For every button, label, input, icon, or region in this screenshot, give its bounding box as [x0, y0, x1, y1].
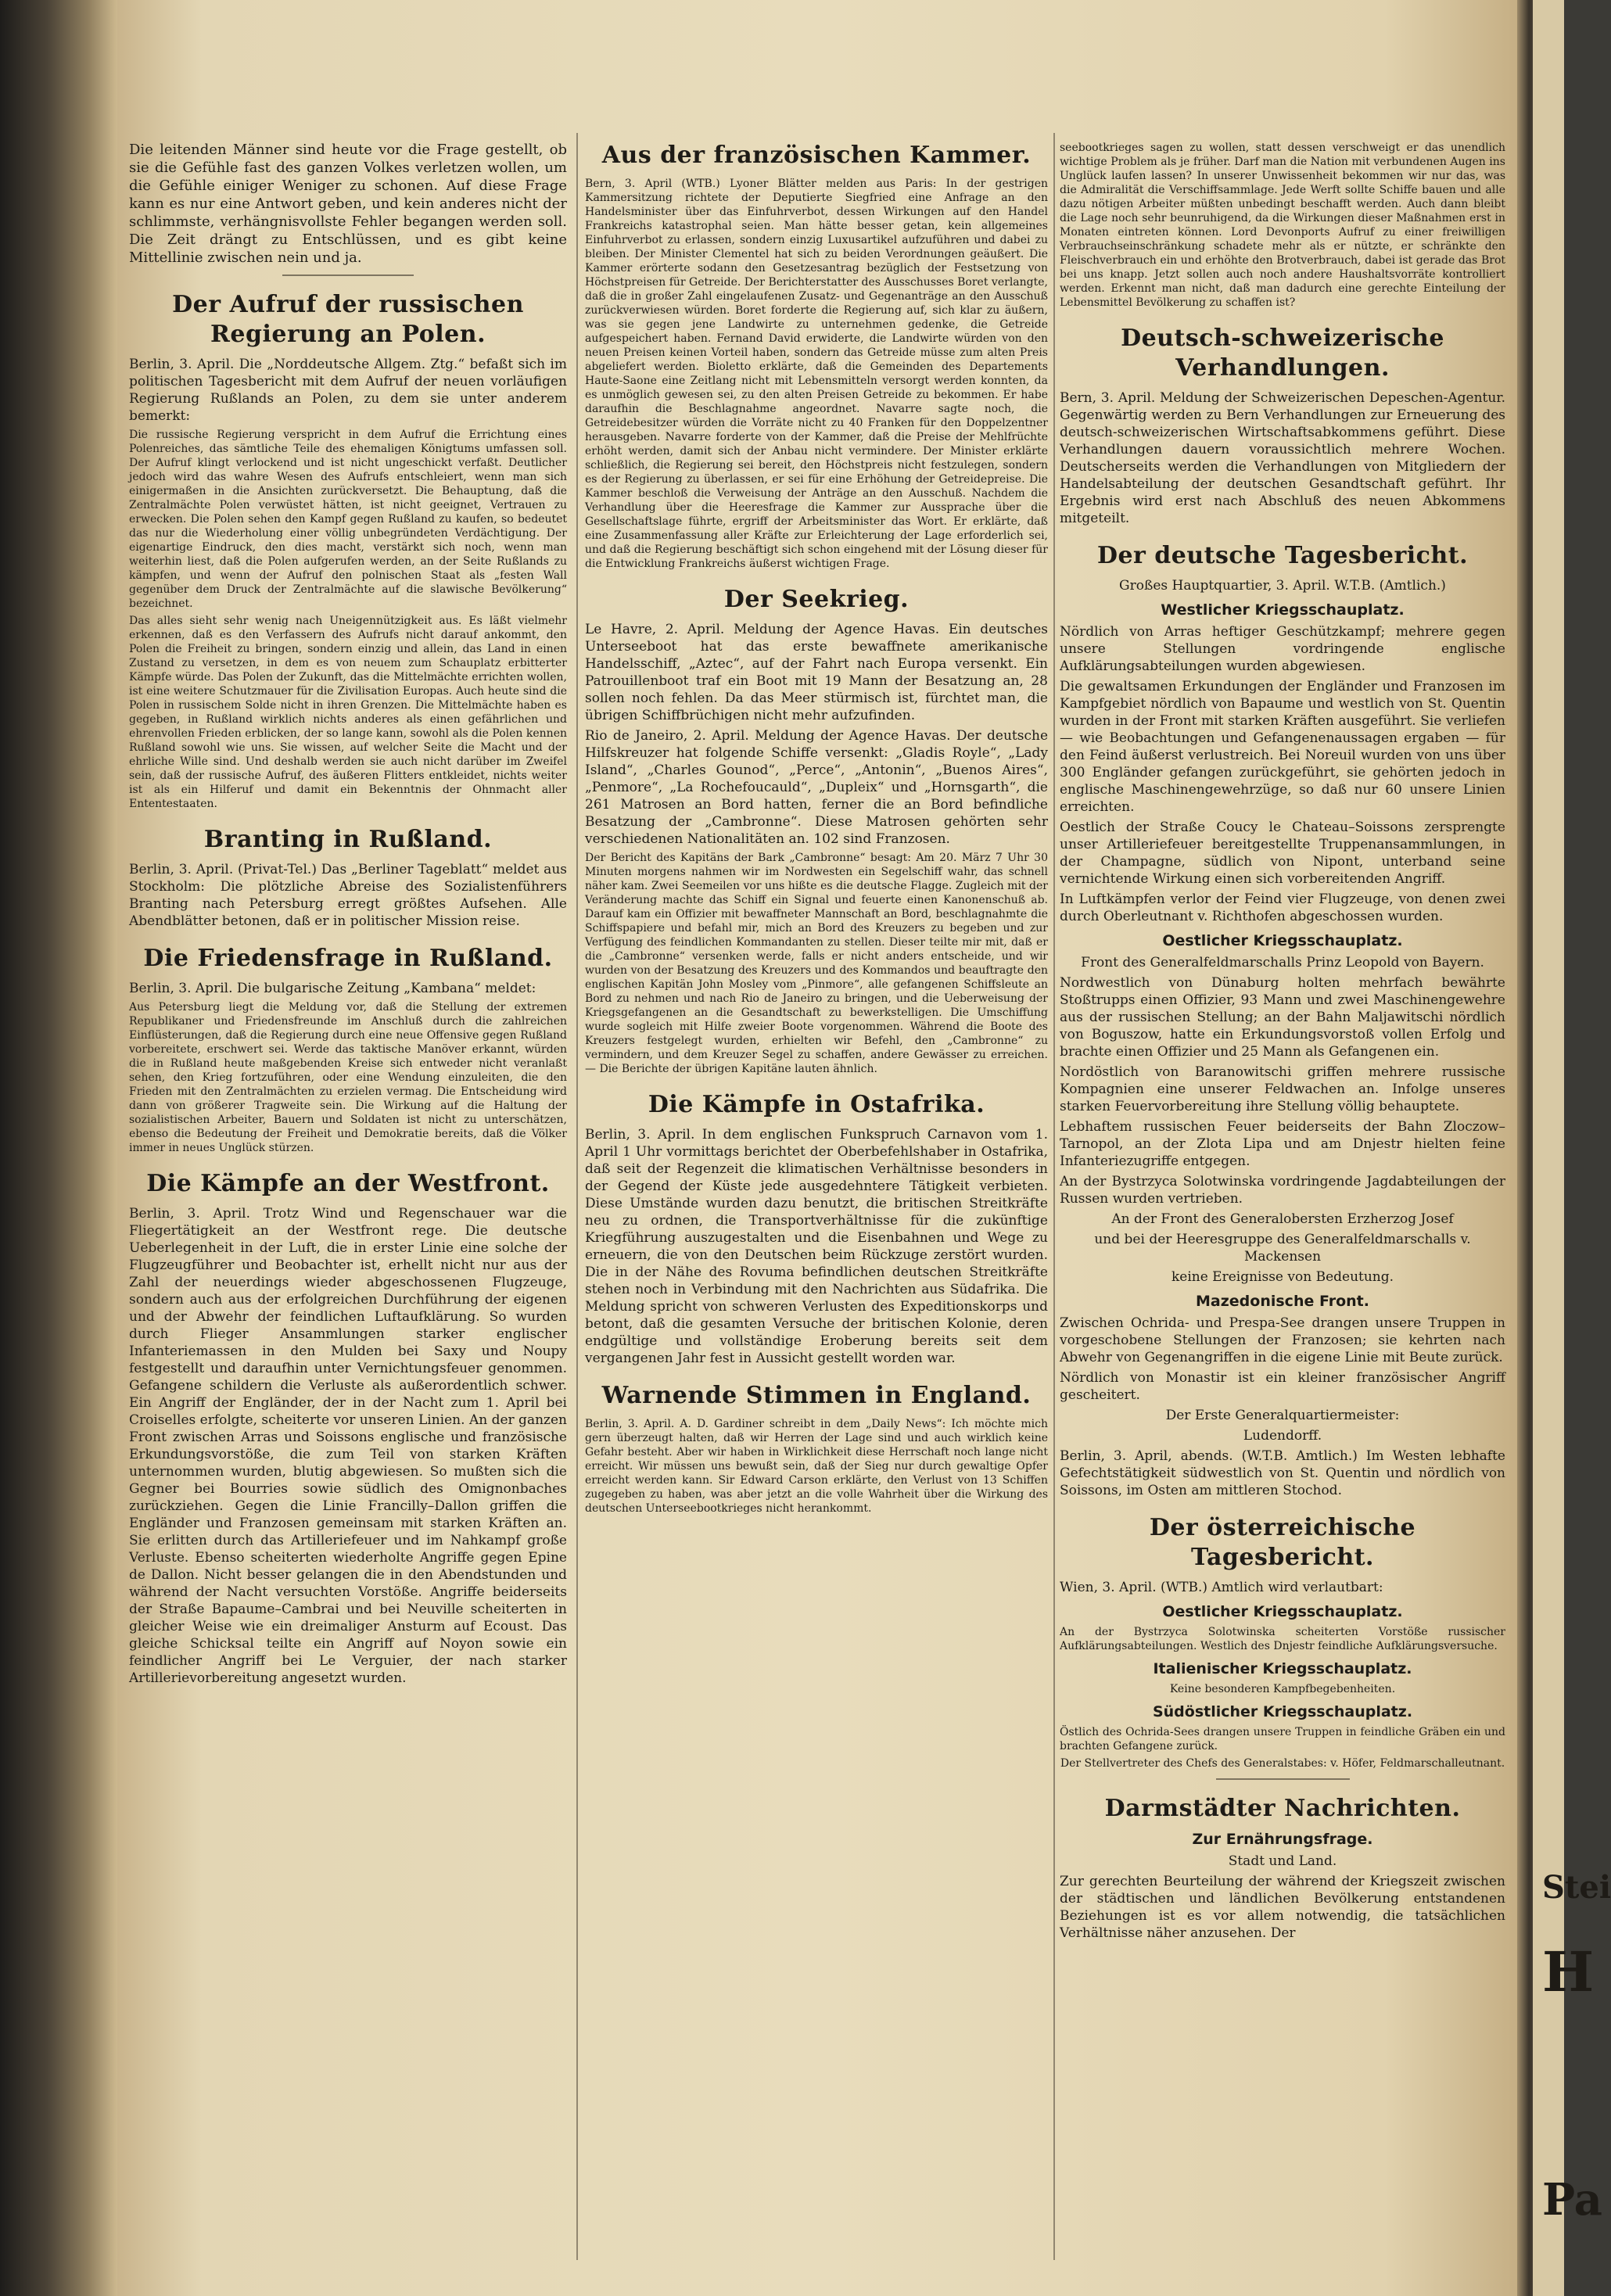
- warnende-text: Berlin, 3. April. A. D. Gardiner schreibt in dem „Daily News“: Ich möchte mich gern überzeugt halten, daß wir Herren der Lage sind und auch wirklich keine Gefahr besteht. Aber wir haben in Wirklichkeit diese Herrschaft noch lange nicht erreicht. Wir müssen uns bewußt sein, daß der Sieg nur durch gewaltige Opfer erreicht werden kann. Sir Edward Carson erklärte, den Verlust von 13 Schiffen zugegeben zu haben, was aber jetzt an die volle Wahrheit über die Wirkung des deutschen Unterseebootkrieges nicht herankommt.: [585, 1418, 1048, 1515]
- headline-branting: Branting in Rußland.: [203, 826, 493, 853]
- seekrieg-text-1: Le Havre, 2. April. Meldung der Agence Havas. Ein deutsches Unterseeboot hat das erste bewaffnete amerikanische Handelsschiff, „Aztec“, auf der Fahrt nach Europa versenkt. Ein Patrouillenboot traf ein Boot mit 19 Mann der Besatzung an, 28 sollen noch fehlen. Da das Meer stürmisch ist, fürchtet man, die übrigen Schiffbrüchigen nicht mehr aufzufinden.: [585, 622, 1048, 723]
- column-3: [1060, 141, 1505, 2221]
- tagesbericht-keine: keine Ereignisse von Bedeutung.: [1171, 1269, 1394, 1285]
- oesterreich-para-2: Keine besonderen Kampfbegebenheiten.: [1169, 1683, 1396, 1695]
- next-page-fragment-2: H: [1542, 1939, 1595, 2004]
- tagesbericht-para-8: An der Bystrzyca Solotwinska vordringende Jagdabteilungen der Russen wurden vertrieben.: [1060, 1174, 1505, 1207]
- book-binding: [0, 0, 117, 2296]
- intro-paragraph: Die leitenden Männer sind heute vor die Frage gestellt, ob sie die Gefühle fast des ganzen Volkes verletzen wollen, um die Gefühle einiger Weniger zu schonen. Auf diese Frage kann es nur eine Antwort geben, und kein anderes nicht der schlimmste, verhängnisvollste Fehler begangen werden soll. Die Zeit drängt zu Entschlüssen, und es gibt keine Mittellinie zwischen nein und ja.: [129, 142, 567, 266]
- column-1: [129, 141, 567, 2252]
- aufruf-body-2: Das alles sieht sehr wenig nach Uneigennützigkeit aus. Es läßt vielmehr erkennen, daß es den Verfassern des Aufrufs nicht darauf ankommt, den Polen die Freiheit zu bringen, sondern einzig und allein, das Land in einen Zustand zu versetzen, in dem es von neuem zum Schauplatz erbitterter Kämpfe würde. Das Polen der Zukunft, das die Mittelmächte errichten wollen, ist eine weitere Schutzmauer für die Zivilisation Europas. Auch heute sind die Polen in russischem Solde nicht in ihren Grenzen. Die Mittelmächte haben es gegeben, in Rußland wirklich nichts anderes als einen gefährlichen und ehrenvollen Frieden erblicken, der so lange kann, sowohl als die Polen kennen Rußland sowohl wie uns. Sie wissen, auf welcher Seite die Macht und der ehrliche Wille sind. Und deshalb werden sie auch nicht darüber im Zweifel sein, daß der russische Aufruf, des äußeren Flitters entkleidet, nichts weiter ist als ein Hilferuf und damit ein Bekenntnis der Ohnmacht aller Ententestaaten.: [129, 615, 567, 810]
- tagesbericht-para-6: Nordöstlich von Baranowitschi griffen mehrere russische Kompagnien eine unserer Feldwachen an. Infolge unseres starken Feuervorbereitung ihre Stellung völlig behauptete.: [1060, 1064, 1505, 1114]
- kammer-text: Bern, 3. April (WTB.) Lyoner Blätter melden aus Paris: In der gestrigen Kammersitzung richtete der Deputierte Siegfried eine Anfrage an den Handelsminister über das Einfuhrverbot, dessen Wirkungen auf den Handel Frankreichs katastrophal seien. Man hätte besser getan, kein allgemeines Einfuhrverbot zu erlassen, sondern einzig Luxusartikel aufzuführen und dabei zu bleiben. Der Minister Clementel hat sich zu beiden Verordnungen geäußert. Die Kammer erörterte sodann den Gesetzesantrag bezüglich der Festsetzung von Höchstpreisen für Getreide. Der Berichterstatter des Ausschusses Boret verlangte, daß die in großer Zahl eingelaufenen Zusatz- und Gegenanträge an den Ausschuß zurückverwiesen würden. Boret forderte die Regierung auf, sich klar zu äußern, was sie gegen jene Landwirte zu unternehmen gedenke, die Getreide aufgespeichert haben. Fernand David erwiderte, die Landwirte würden von den neuen Preisen keinen Vorteil haben, sondern das Getreide müsse zum alten Preis abgeliefert werden. Bioletto erklärte, daß die Gemeinden des Departements Haute-Saone eine Zeitlang nicht mit Lebensmitteln versorgt werden konnten, da es unmöglich gewesen sei, zu den alten Preisen Getreide zu bekommen. Er habe daraufhin die Beschlagnahme angeordnet. Navarre sagte noch, die Getreidebesitzer würden die Vorräte nicht zu 40 Franken für den Doppelzentner herausgeben. Navarre forderte von der Kammer, daß die Preise der Mehlfrüchte erhöht werden, damit sich der Anbau nicht vermindere. Der Minister erklärte schließlich, die Regierung sei bereit, den Höchstpreis nicht festzulegen, sondern es der Regierung zu überlassen, er sei für eine Erhöhung der Getreidepreise. Die Kammer beschloß die Verweisung der Anträge an den Ausschuß. Nachdem die Verhandlung über die Heeresfrage die Kammer zur Aussprache über die Gesellschaftslage führte, ergriff der Arbeitsminister das Wort. Er erklärte, daß eine Zusammenfassung aller Kräfte zur Erleichterung der Lage erforderlich sei, und daß die Regierung beschäftigt sich schon eingehend mit der Lösung dieser für die Entwicklung Frankreichs äußerst wichtigen Frage.: [585, 178, 1048, 570]
- oesterreich-ost-heading: Oestlicher Kriegsschauplatz.: [1162, 1603, 1403, 1620]
- column-rule-2: [1053, 133, 1055, 2260]
- seekrieg-text-2: Rio de Janeiro, 2. April. Meldung der Agence Havas. Der deutsche Hilfskreuzer hat folgende Schiffe versenkt: „Gladis Royle“, „Lady Island“, „Charles Gounod“, „Perce“, „Antonin“, „Buenos Aires“, „Penmore“, „La Rochefoucauld“, „Dupleix“ und „Hornsgarth“, die 261 Matrosen an Bord hatten, ferner die an Bord befindliche Besatzung der „Cambronne“. Diese Matrosen gehörten sehr verschiedenen Nationalitäten an. 102 sind Franzosen.: [585, 728, 1048, 847]
- tagesbericht-signature-1: Der Erste Generalquartiermeister:: [1165, 1408, 1400, 1423]
- oesterreich-para-3: Östlich des Ochrida-Sees drangen unsere Truppen in feindliche Gräben ein und brachten Gefangene zurück.: [1060, 1726, 1505, 1752]
- aufruf-body: Die russische Regierung verspricht in dem Aufruf die Errichtung eines Polenreiches, das sämtliche Teile des ehemaligen Königtums umfassen soll. Der Aufruf klingt verlockend und ist nicht ungeschickt verfaßt. Deutlicher jedoch wird das wahre Wesen des Aufrufs entschleiert, wenn man sich einigermaßen in die Ansichten zurückversetzt. Die Behauptung, daß die Zentralmächte Polen verwüstet hätten, ist nicht geeignet, Vertrauen zu erwecken. Die Polen sehen den Kampf gegen Rußland zu kaufen, so bedeutet das nur die Wiederholung einer völlig unbegründeten Verdächtigung. Der eigenartige Eindruck, den dies macht, verstärkt sich noch, wenn man weiterhin liest, daß die Polen aufgerufen werden, an der Seite Rußlands zu kämpfen, und wenn der Aufruf den polnischen Staat als „festen Wall gegenüber dem Druck der Zentralmächte auf die slawische Bevölkerung“ bezeichnet.: [129, 429, 567, 610]
- friedens-lead: Berlin, 3. April. Die bulgarische Zeitung „Kambana“ meldet:: [129, 981, 536, 996]
- tagesbericht-mazedonien-heading: Mazedonische Front.: [1196, 1293, 1369, 1310]
- tagesbericht-dateline: Großes Hauptquartier, 3. April. W.T.B. (Amtlich.): [1119, 578, 1446, 594]
- aufruf-lead: Berlin, 3. April. Die „Norddeutsche Allgem. Ztg.“ befaßt sich im politischen Tagesbericht mit dem Aufruf der neuen vorläufigen Regierung Rußlands an Polen, zu dem sie unter anderem bemerkt:: [129, 357, 567, 424]
- tagesbericht-front-3: und bei der Heeresgruppe des Generalfeldmarschalls v. Mackensen: [1094, 1232, 1471, 1265]
- headline-schweiz: Deutsch-schweizerische Verhandlungen.: [1121, 325, 1444, 382]
- headline-darmstadt: Darmstädter Nachrichten.: [1104, 1795, 1461, 1822]
- oesterreich-para-1: An der Bystrzyca Solotwinska scheiterten Vorstöße russischer Aufklärungsabteilungen. Westlich des Dnjestr feindliche Aufklärungsversuche.: [1060, 1626, 1505, 1652]
- darmstadt-subhead: Zur Ernährungsfrage.: [1192, 1831, 1373, 1848]
- headline-warnende: Warnende Stimmen in England.: [601, 1382, 1032, 1409]
- oesterreich-signature: Der Stellvertreter des Chefs des Generalstabes: v. Höfer, Feldmarschalleutnant.: [1060, 1757, 1505, 1770]
- westfront-text: Berlin, 3. April. Trotz Wind und Regenschauer war die Fliegertätigkeit an der Westfront rege. Die deutsche Ueberlegenheit in der Luft, die in erster Linie eine solche der Flugzeugführer und Beobachter ist, erhellt nicht nur aus der Zahl der neuerdings wieder abgeschossenen Flugzeuge, sondern auch aus der erfolgreichen Durchführung der eigenen und der Abwehr der feindlichen Luftaufklärung. So wurden durch Flieger Ansammlungen starker englischer Infanteriemassen in den Mulden bei Saxy und Noupy festgestellt und daraufhin unter Vernichtungsfeuer genommen. Gefangene schildern die Verluste als außerordentlich schwer. Ein Angriff der Engländer, der in der Nacht zum 1. April bei Croiselles erfolgte, scheiterte vor unseren Linien. An der ganzen Front zwischen Arras und Soissons englische und französische Erkundungsvorstöße, die zum Teil von starken Kräften unternommen wurden, blutig abgewiesen. So mußten sich die Gegner bei Bourries sowie südlich des Omignonbaches zurückziehen. Gegen die Linie Francilly–Dallon griffen die Engländer und Franzosen gemeinsam mit starken Kräften an. Sie erlitten durch das Artilleriefeuer und im Nahkampf große Verluste. Ebenso scheiterten wiederholte Angriffe gegen Epine de Dallon. Nicht besser gelangen die in den Abendstunden und während der Nacht versuchten Vorstöße. Angriffe beiderseits der Straße Bapaume–Cambrai und bei Neuville scheiterten in gleicher Weise wie ein dreimaliger Ansturm auf Ecoust. Das gleiche Schicksal teilte ein Angriff auf Noyon sowie ein feindlicher Angriff bei Le Verguier, der nach starker Artillerievorbereitung angesetzt wurden.: [129, 1206, 567, 1686]
- tagesbericht-para-2: Die gewaltsamen Erkundungen der Engländer und Franzosen im Kampfgebiet nördlich von Bapaume und westlich von St. Quentin wurden in der Front mit starken Kräften ausgeführt. Sie verliefen — wie Beobachtungen und Gefangenenaussagen ergaben — für den Feind äußerst verlustreich. Bei Noreuil wurden von uns über 300 Engländer gefangen zurückgeführt, sie gehörten jedoch in englische Maschinengewehrzüge, so daß nur 60 unsere Linien erreichten.: [1060, 679, 1505, 815]
- branting-text: Berlin, 3. April. (Privat-Tel.) Das „Berliner Tageblatt“ meldet aus Stockholm: Die plötzliche Abreise des Sozialistenführers Branting nach Petersburg erregt größtes Aufsehen. Alle Abendblätter betonen, daß er in politischer Mission reise.: [129, 862, 567, 929]
- tagesbericht-para-5: Nordwestlich von Dünaburg holten mehrfach bewährte Stoßtrupps einen Offizier, 93 Mann und zwei Maschinengewehre aus der russischen Stellung; an der Bahn Maljawitschi nördlich von Boguszow, hatte ein Erkundungsvorstoß vollen Erfolg und brachte einen Offizier und 25 Mann als Gefangenen ein.: [1060, 975, 1505, 1060]
- separator: [1216, 1778, 1350, 1780]
- headline-seekrieg: Der Seekrieg.: [723, 586, 910, 613]
- tagesbericht-para-4: In Luftkämpfen verlor der Feind vier Flugzeuge, von denen zwei durch Oberleutnant v. Richthofen abgeschossen wurden.: [1060, 891, 1505, 924]
- ostafrika-text: Berlin, 3. April. In dem englischen Funkspruch Carnavon vom 1. April 1 Uhr vormittags berichtet der Oberbefehlshaber in Ostafrika, daß seit der Regenzeit die klimatischen Verhältnisse besonders in der Gegend der Küste jede ausgedehntere Tätigkeit verbieten. Diese Umstände wurden dazu benutzt, die britischen Streitkräfte neu zu ordnen, die Transportverhältnisse für die zukünftige Kriegführung auszugestalten und die Eisenbahnen und Wege zu erneuern, die von den Deutschen beim Rückzuge zerstört wurden. Die in der Nähe des Rovuma befindlichen deutschen Streitkräfte stehen noch in Verbindung mit den Nachrichten aus Südafrika. Die Meldung spricht von schweren Verlusten des Expeditionskorps und betont, daß die gesamten Versuche der britischen Kolonie, deren endgültige und vollständige Eroberung bereits seit dem vergangenen Jahr fest in Aussicht gestellt worden war.: [585, 1127, 1048, 1366]
- headline-oesterreich: Der österreichische Tagesbericht.: [1149, 1514, 1416, 1571]
- next-page-fragment-3: Pa: [1542, 2174, 1602, 2226]
- separator: [282, 274, 414, 276]
- next-page-fragment-1: Stei: [1542, 1869, 1611, 1906]
- tagesbericht-para-3: Oestlich der Straße Coucy le Chateau–Soissons zersprengte unser Artilleriefeuer bereitgestellte Truppenansammlungen, in der Champagne, südlich von Nipont, unterband seine vernichtende Wirkung einen sich vorbereitenden Angriff.: [1060, 820, 1505, 887]
- oesterreich-sued-heading: Südöstlicher Kriegsschauplatz.: [1152, 1703, 1413, 1720]
- tagesbericht-ost-heading: Oestlicher Kriegsschauplatz.: [1162, 932, 1403, 949]
- column-3-continuation: seebootkrieges sagen zu wollen, statt dessen verschweigt er das unendlich wichtige Problem als je früher. Darf man die Nation mit verbundenen Augen ins Unglück laufen lassen? In unserer Unwissenheit bekommen wir nur das, was die Admiralität die Verschiffsammlage. Jede Werft sollte Schiffe bauen und alle dazu nötigen Arbeiter müßten unbedingt beschafft werden. Auch dann bleibt die Lage noch sehr beunruhigend, da die Wirkungen dieser Maßnahmen erst in Monaten eintreten können. Lord Devonports Aufruf zu einer freiwilligen Verbrauchseinschränkung schadete mehr als er nützte, er schränkte den Fleischverbrauch ein und erhöhte den Brotverbrauch, dabei ist gerade das Brot bei uns knapp. Jetzt sollen auch noch andere Haushaltsvorräte kontrolliert werden. Erkennt man nicht, daß man dadurch eine gerechte Einteilung der Lebensmittel Bevölkerung zu schaffen ist?: [1060, 142, 1505, 309]
- column-rule-1: [576, 133, 578, 2260]
- tagesbericht-west-heading: Westlicher Kriegsschauplatz.: [1161, 601, 1405, 619]
- headline-tagesbericht: Der deutsche Tagesbericht.: [1096, 542, 1469, 569]
- headline-kammer: Aus der französischen Kammer.: [601, 142, 1032, 169]
- oesterreich-italien-heading: Italienischer Kriegsschauplatz.: [1153, 1660, 1412, 1677]
- headline-westfront: Die Kämpfe an der Westfront.: [146, 1170, 550, 1197]
- tagesbericht-para-1: Nördlich von Arras heftiger Geschützkampf; mehrere gegen unsere Stellungen vordringende englische Aufklärungsabteilungen wurden abgewiesen.: [1060, 624, 1505, 674]
- darmstadt-text: Zur gerechten Beurteilung der während der Kriegszeit zwischen der städtischen und ländlichen Bevölkerung entstandenen Beziehungen ist es vor allem notwendig, die tatsächlichen Verhältnisse näher anzusehen. Der: [1060, 1874, 1505, 1941]
- tagesbericht-para-9: Zwischen Ochrida- und Prespa-See drangen unsere Truppen in vorgeschobene Stellungen der Franzosen; sie kehrten nach Abwehr von Gegenangriffen in die eigene Linie mit Beute zurück.: [1060, 1315, 1505, 1365]
- oesterreich-lead: Wien, 3. April. (WTB.) Amtlich wird verlautbart:: [1060, 1580, 1383, 1595]
- tagesbericht-para-10: Nördlich von Monastir ist ein kleiner französischer Angriff gescheitert.: [1060, 1370, 1505, 1403]
- darmstadt-subhead-2: Stadt und Land.: [1228, 1853, 1337, 1869]
- tagesbericht-abends: Berlin, 3. April, abends. (W.T.B. Amtlich.) Im Westen lebhafte Gefechtstätigkeit südwestlich von St. Quentin und nördlich von Soissons, im Osten am mittleren Stochod.: [1060, 1448, 1505, 1498]
- tagesbericht-para-7: Lebhaftem russischen Feuer beiderseits der Bahn Zloczow–Tarnopol, an der Zlota Lipa und am Dnjestr hielten feine Infanteriezugriffe entgegen.: [1060, 1119, 1505, 1169]
- tagesbericht-front-1: Front des Generalfeldmarschalls Prinz Leopold von Bayern.: [1081, 955, 1484, 970]
- tagesbericht-front-2: An der Front des Generalobersten Erzherzog Josef: [1111, 1211, 1454, 1227]
- friedens-body: Aus Petersburg liegt die Meldung vor, daß die Stellung der extremen Republikaner und Friedensfreunde im Anschluß durch die zahlreichen Einflüsterungen, daß die Regierung durch eine neue Offensive gegen Rußland vorbereitete, erschwert sei. Werde das taktische Manöver erkannt, würden die in Rußland heute maßgebenden Kreise sich entweder nicht veranlaßt sehen, den Krieg fortzuführen, oder eine Wendung einzuleiten, die den Frieden mit den Zentralmächten zu erzielen vermag. Die Entscheidung wird dann von größerer Tragweite sein. Die Wirkung auf die Haltung der sozialistischen Arbeiter, Bauern und Soldaten ist nicht zu unterschätzen, ebenso die Bedeutung der Freiheit und Demokratie bereits, daß die Völker immer in neues Unglück stürzen.: [129, 1001, 567, 1154]
- tagesbericht-signature-2: Ludendorff.: [1243, 1428, 1322, 1444]
- seekrieg-text-3: Der Bericht des Kapitäns der Bark „Cambronne“ besagt: Am 20. März 7 Uhr 30 Minuten morgens nahmen wir im Nordwesten ein Segelschiff wahr, das schnell näher kam. Zwei Seemeilen vor uns hißte es die deutsche Flagge. Zugleich mit der Veränderung machte das Schiff ein Signal und feuerte einen Kanonenschuß ab. Darauf kam ein Offizier mit bewaffneter Mannschaft an Bord, beschlagnahmte die Schiffspapiere und befahl mir, mich an Bord des Kreuzers zu begeben und zur Verfügung des feindlichen Kommandanten zu stellen. Dieser teilte mir mit, daß er die „Cambronne“ versenken werde, falls er nicht anders entscheide, und wir wurden von der Besatzung des Kreuzers und des Kommandos und beauftragte den englischen Kapitän John Mosley vom „Pinmore“, alle gefangenen Schiffsleute an Bord zu nehmen und nach Rio de Janeiro zu bringen, und die Ueberweisung der Kriegsgefangenen an die Gesandtschaft zu bewerkstelligen. Die Umschiffung wurde sogleich mit Hilfe zweier Boote vorgenommen. Während die Boote des Kreuzers festgelegt wurden, erhielten wir Befehl, den „Cambronne“ zu vermindern, und dem Kreuzer Segel zu schaffen, andere Gewässer zu erreichen. — Die Berichte der übrigen Kapitäne lauten ähnlich.: [585, 852, 1048, 1075]
- column-2: [585, 141, 1048, 2268]
- headline-friedensfrage: Die Friedensfrage in Rußland.: [143, 945, 553, 972]
- headline-aufruf: Der Aufruf der russischen Regierung an Polen.: [172, 291, 524, 348]
- headline-ostafrika: Die Kämpfe in Ostafrika.: [648, 1091, 985, 1118]
- schweiz-text: Bern, 3. April. Meldung der Schweizerischen Depeschen-Agentur. Gegenwärtig werden zu Bern Verhandlungen zur Erneuerung des deutsch-schweizerischen Wirtschaftsabkommens geführt. Diese Verhandlungen dauern voraussichtlich mehrere Wochen. Deutscherseits werden die Verhandlungen von Mitgliedern der Handelsabteilung der deutschen Gesandtschaft geführt. Ihr Ergebnis wird erst nach Abschluß des neuen Abkommens mitgeteilt.: [1060, 390, 1505, 526]
